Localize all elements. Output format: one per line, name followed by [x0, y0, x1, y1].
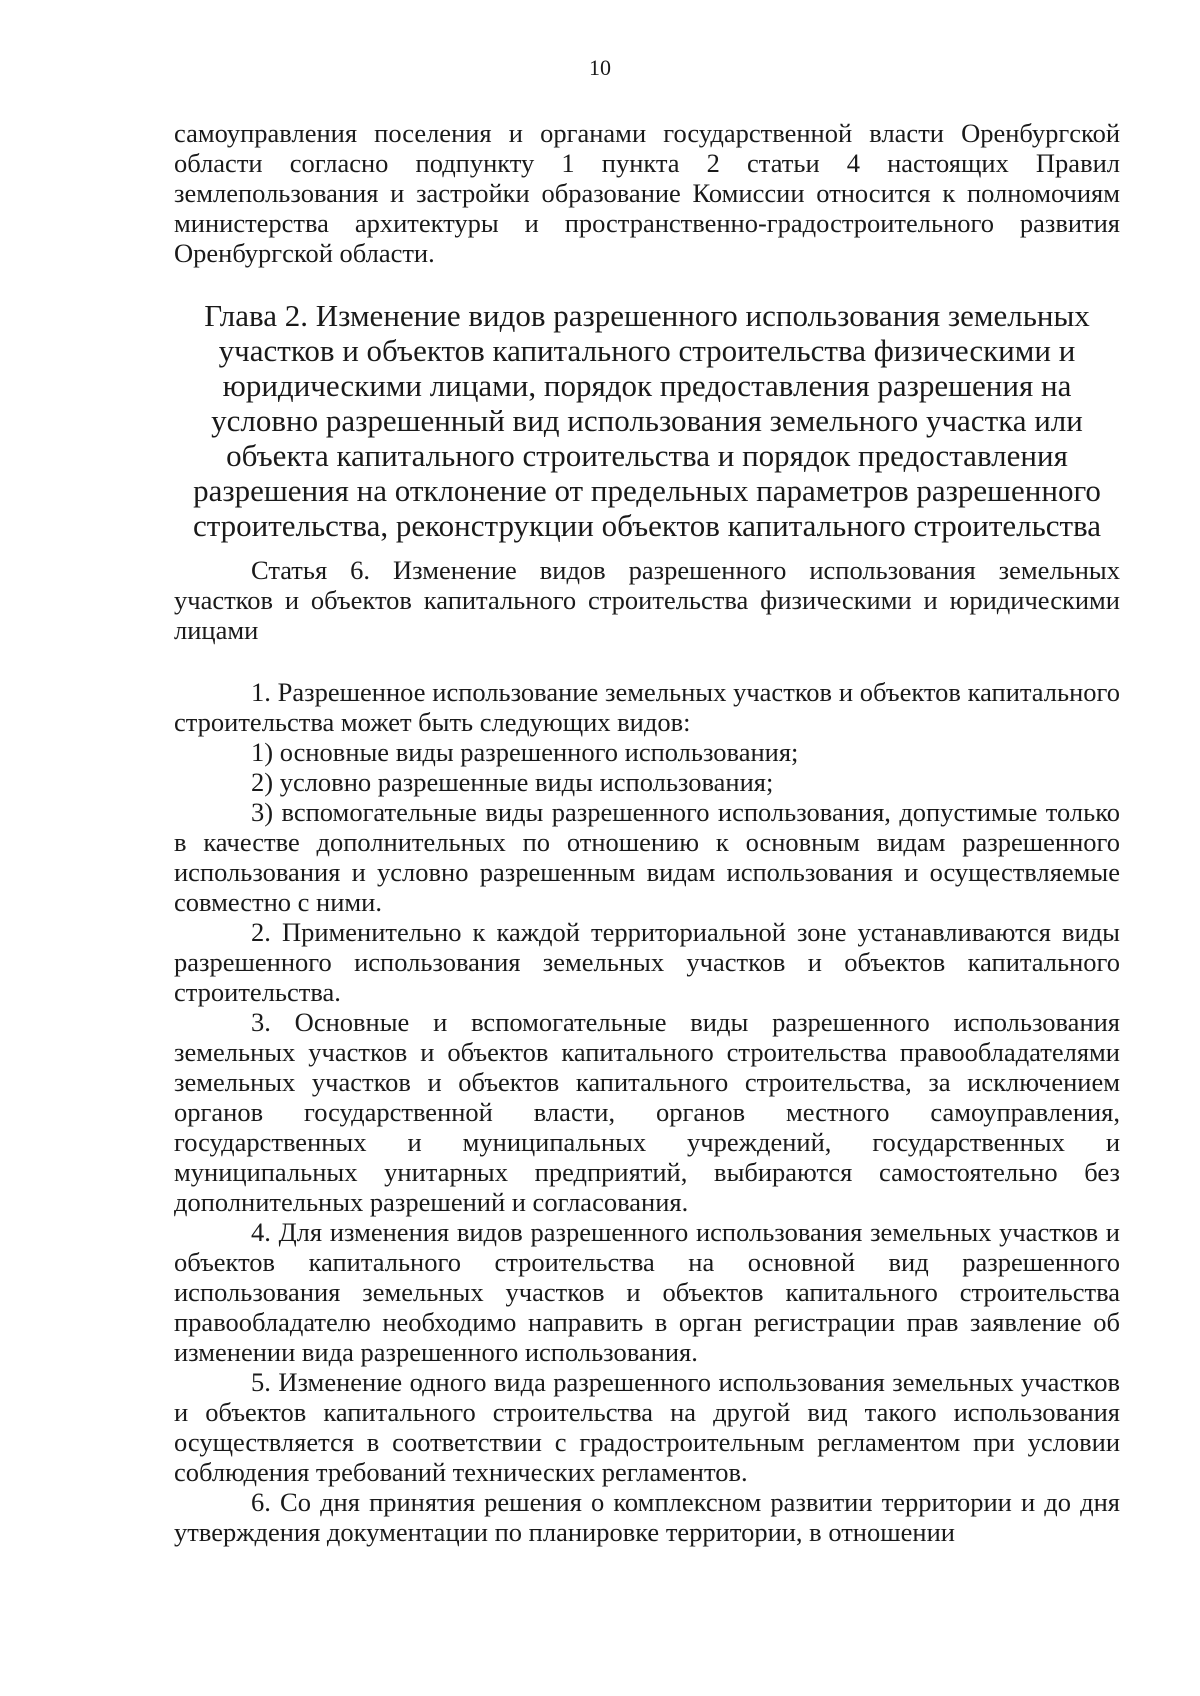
paragraph-item-4: 4. Для изменения видов разрешенного использования земельных участков и объектов капитального строительства на основной вид разрешенного использования земельных участков и объектов капитального строительства правообладателю необходимо направить в орган регистрации прав заявление об изменении вида разрешенного использования.	[174, 1217, 1120, 1367]
paragraph-item-6: 6. Со дня принятия решения о комплексном развитии территории и до дня утверждения документации по планировке территории, в отношении	[174, 1487, 1120, 1547]
list-item-3: 3) вспомогательные виды разрешенного использования, допустимые только в качестве дополнительных по отношению к основным видам разрешенного использования и условно разрешенным видам использования и осуществляемые совместно с ними.	[174, 797, 1120, 917]
paragraph-item-5: 5. Изменение одного вида разрешенного использования земельных участков и объектов капитального строительства на другой вид такого использования осуществляется в соответствии с градостроительным регламентом при условии соблюдения требований технических регламентов.	[174, 1367, 1120, 1487]
paragraph-item-3: 3. Основные и вспомогательные виды разрешенного использования земельных участков и объектов капитального строительства правообладателями земельных участков и объектов капитального строительства, за исключением органов государственной власти, органов местного самоуправления, государственных и муниципальных учреждений, государственных и муниципальных унитарных предприятий, выбираются самостоятельно без дополнительных разрешений и согласования.	[174, 1007, 1120, 1217]
document-body	[174, 118, 1120, 1547]
list-item-2: 2) условно разрешенные виды использования;	[251, 767, 774, 797]
paragraph-item-2: 2. Применительно к каждой территориальной зоне устанавливаются виды разрешенного использования земельных участков и объектов капитального строительства.	[174, 917, 1120, 1007]
intro-paragraph: самоуправления поселения и органами государственной власти Оренбургской области согласно подпункту 1 пункта 2 статьи 4 настоящих Правил землепользования и застройки образование Комиссии относится к полномочиям министерства архитектуры и пространственно-градостроительного развития Оренбургской области.	[174, 118, 1120, 268]
page-number: 10	[589, 55, 611, 80]
list-item-1: 1) основные виды разрешенного использования;	[251, 737, 799, 767]
chapter-heading: Глава 2. Изменение видов разрешенного использования земельных участков и объектов капитального строительства физическими и юридическими лицами, порядок предоставления разрешения на условно разрешенный вид использования земельного участка или объекта капитального строительства и порядок предоставления разрешения на отклонение от предельных параметров разрешенного строительства, реконструкции объектов капитального строительства	[192, 298, 1102, 543]
article-heading: Статья 6. Изменение видов разрешенного использования земельных участков и объектов капитального строительства физическими и юридическими лицами	[174, 555, 1120, 645]
paragraph-item-1: 1. Разрешенное использование земельных участков и объектов капитального строительства может быть следующих видов:	[174, 677, 1120, 737]
